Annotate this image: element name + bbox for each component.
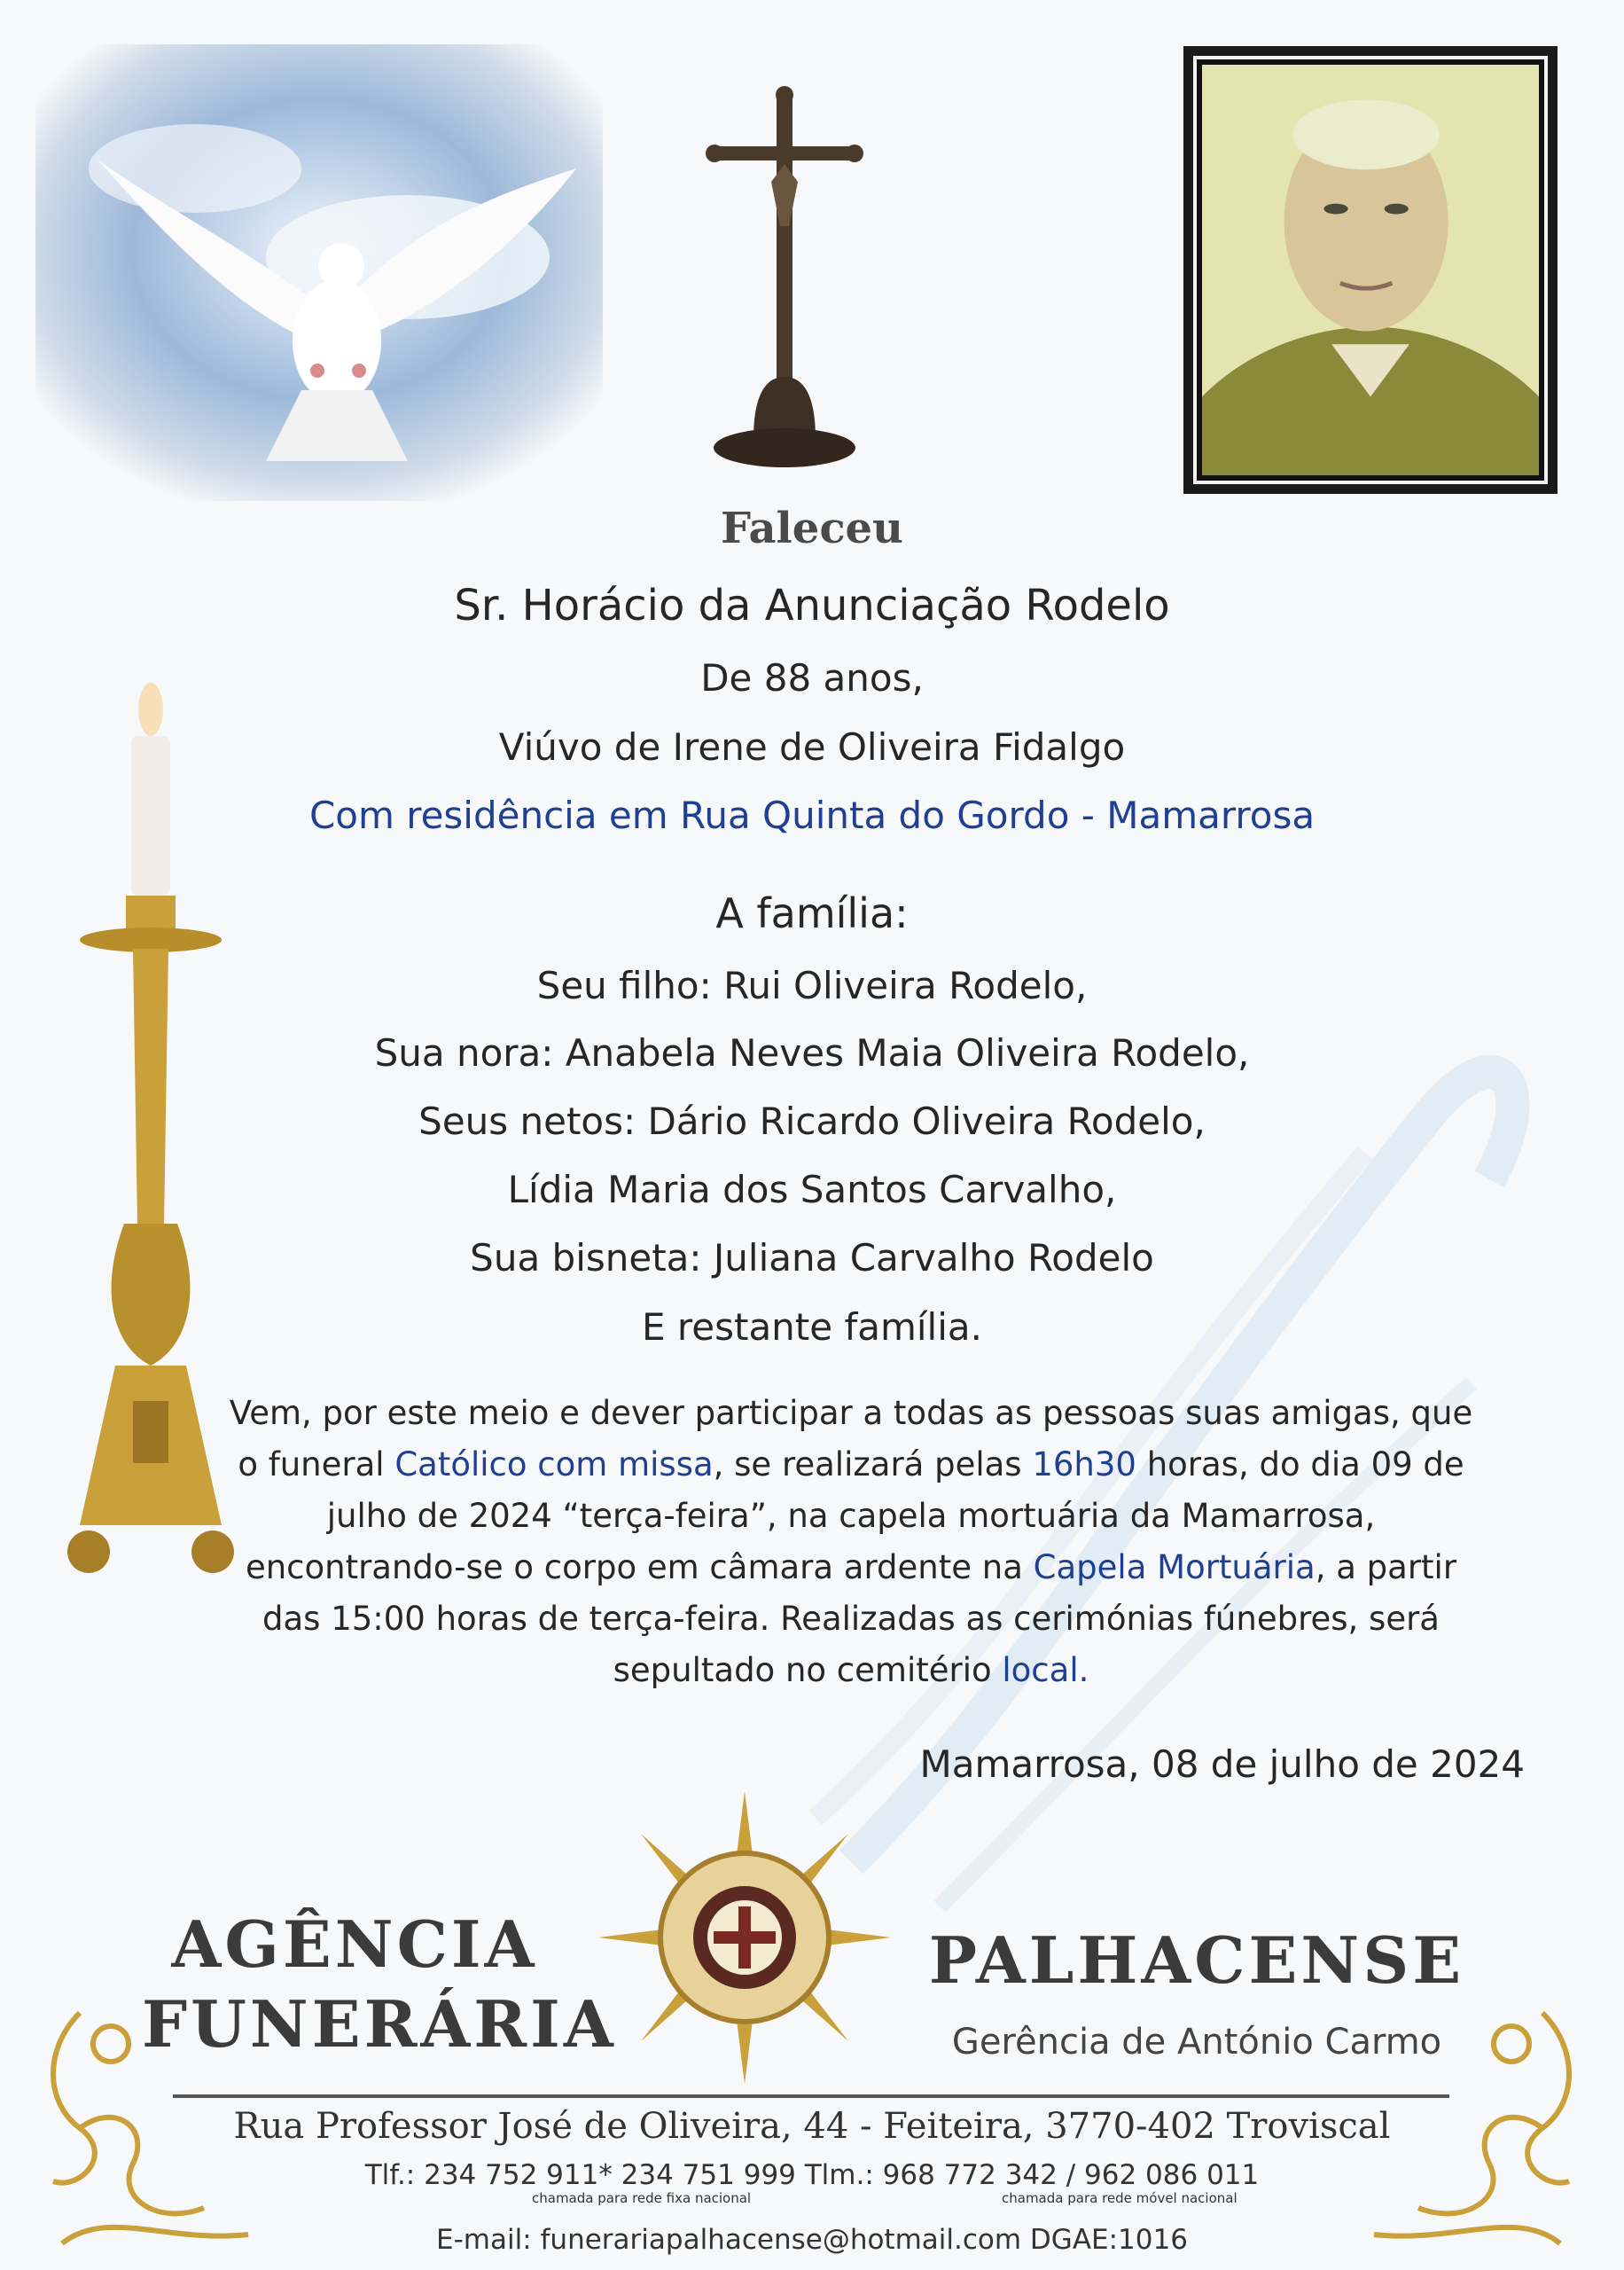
deceased-name: Sr. Horácio da Anunciação Rodelo	[454, 581, 1170, 630]
deceased-residence: Com residência em Rua Quinta do Gordo - Mamarrosa	[308, 794, 1316, 837]
mobile-note: chamada para rede móvel nacional	[1002, 2190, 1238, 2206]
funeral-notice	[222, 1388, 1480, 1696]
agency-address: Rua Professor José de Oliveira, 44 - Feiteira, 3770-402 Troviscal	[233, 2106, 1391, 2147]
deceased-portrait	[1202, 65, 1539, 475]
notice-highlight: 16h30	[1032, 1445, 1136, 1483]
agency-management: Gerência de António Carmo	[951, 2022, 1442, 2063]
agency-phones: Tlf.: 234 752 911* 234 751 999 Tlm.: 968 772 342 / 962 086 011	[364, 2159, 1260, 2191]
family-line: Sua bisneta: Juliana Carvalho Rodelo	[470, 1236, 1154, 1280]
deceased-spouse: Viúvo de Irene de Oliveira Fidalgo	[498, 725, 1126, 769]
notice-text: , se realizará pelas	[713, 1445, 1033, 1483]
family-line: Sua nora: Anabela Neves Maia Oliveira Rodelo,	[374, 1031, 1250, 1075]
agency-word-funeraria: FUNERÁRIA	[142, 1986, 617, 2062]
notice-highlight: local.	[1002, 1651, 1089, 1689]
date-line: Mamarrosa, 08 de julho de 2024	[919, 1742, 1525, 1786]
family-line: E restante família.	[642, 1305, 982, 1349]
notice-highlight: Católico com missa	[394, 1445, 714, 1483]
notice-highlight: Capela Mortuária	[1033, 1548, 1316, 1586]
portrait-frame	[1183, 46, 1558, 494]
page-title: Faleceu	[721, 504, 903, 553]
agency-word-agencia: AGÊNCIA	[171, 1906, 538, 1982]
crucifix-icon	[700, 84, 869, 474]
family-line: Lídia Maria dos Santos Carvalho,	[507, 1168, 1117, 1211]
divider	[173, 2094, 1449, 2098]
family-heading: A família:	[715, 889, 909, 937]
landline-note: chamada para rede fixa nacional	[532, 2190, 752, 2206]
dove-image	[35, 44, 603, 501]
notice-text: horas, do dia 09 de julho de 2024 “terça-feira”, na capela mortuária da Mamarrosa, encontrando-se o corpo em câmara ardente na	[245, 1445, 1464, 1586]
family-line: Seu filho: Rui Oliveira Rodelo,	[536, 964, 1088, 1007]
agency-seal-icon	[598, 1791, 891, 2084]
notice-text: Vem, por este meio e dever participar a todas as pessoas suas amigas, que o funeral	[229, 1394, 1473, 1483]
agency-name: PALHACENSE	[928, 1922, 1465, 1998]
deceased-age: De 88 anos,	[700, 656, 924, 700]
agency-email: E-mail: funerariapalhacense@hotmail.com DGAE:1016	[436, 2224, 1188, 2256]
family-line: Seus netos: Dário Ricardo Oliveira Rodelo,	[418, 1100, 1206, 1143]
portrait-inner-border	[1193, 56, 1548, 484]
notice-text: , a partir das 15:00 horas de terça-feira. Realizadas as cerimónias fúnebres, será sepultado no cemitério	[262, 1548, 1457, 1689]
